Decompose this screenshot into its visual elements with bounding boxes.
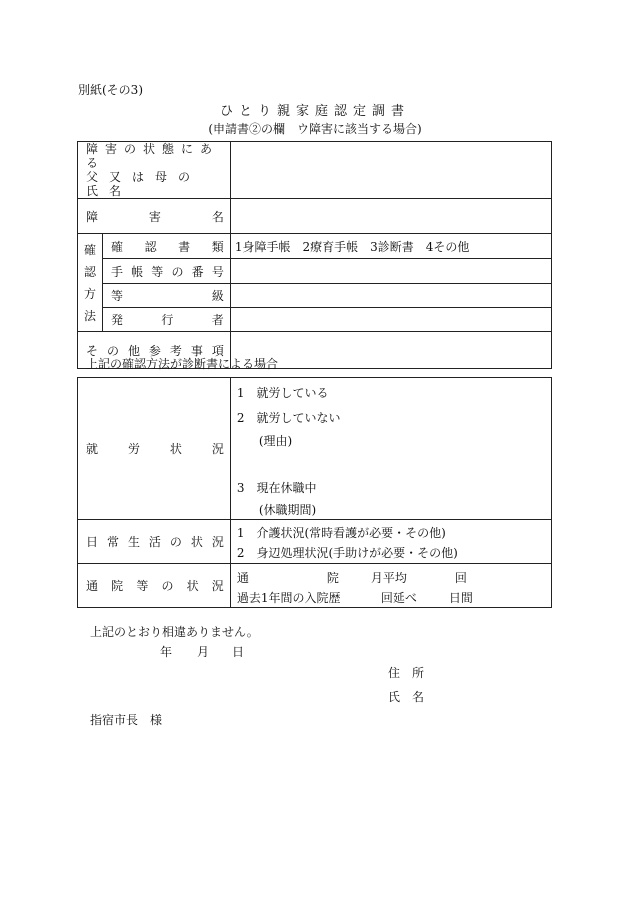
work-leave-period: (休職期間) [258,503,317,517]
notebook-number-row [78,259,552,284]
visit-line1-b: 院 [326,571,339,585]
disability-name-input-cell[interactable] [230,199,551,234]
issuer-input-cell[interactable] [230,308,551,332]
grade-label: 等 級 [110,289,224,303]
grade-row [78,284,552,308]
work-status-row [78,378,552,520]
diagnosis-table [77,377,552,608]
parent-name-row [78,142,552,199]
visit-line1-c: 月平均 [370,571,407,585]
work-option-1: 1 就労している [236,386,329,400]
remarks-input-cell[interactable] [230,332,551,369]
work-status-label: 就 労 状 況 [86,442,224,456]
doc-type-label-cell [102,234,230,259]
certification-text: 上記のとおり相違ありません。 [90,625,259,639]
visit-line2-c: 日間 [448,591,473,605]
document-subtitle: (申請書②の欄 ウ障害に該当する場合) [208,122,422,136]
disability-label-char1: 障 [86,209,99,224]
disability-label-char2: 害 [148,209,161,224]
parent-name-label-cell [78,142,231,199]
parent-name-label-line2 [86,170,224,198]
daily-life-label-cell [78,520,231,564]
doc-type-row [78,234,552,259]
visit-line2-a: 過去1年間の入院歴 [236,591,341,605]
issuer-label-cell [102,308,230,332]
diagnosis-note: 上記の確認方法が診断書による場合 [86,357,279,371]
parent-name-input-cell[interactable] [230,142,551,199]
notebook-number-label-cell [102,259,230,284]
disability-name-label-cell [78,199,231,234]
work-option-3: 3 現在休職中 [236,481,317,495]
hospital-visit-row [78,564,552,608]
method-group-label: 確 認 方 法 [83,242,96,323]
disability-name-row [78,199,552,234]
document-title: ひとり親家庭認定調書 [219,104,410,119]
doc-type-options: 1身障手帳 2療育手帳 3診断書 4その他 [234,239,470,254]
method-group-label-cell [78,234,103,332]
grade-label-cell [102,284,230,308]
address-label: 住 所 [388,666,425,680]
hospital-visit-label-cell [78,564,231,608]
addressee: 指宿市長 様 [90,713,163,727]
daily-option-2: 2 身辺処理状況(手助けが必要・その他) [236,546,458,560]
disability-label-char3: 名 [211,209,224,224]
name-label: 氏 名 [388,690,425,704]
doc-type-value-cell[interactable] [230,234,551,259]
work-reason: (理由) [258,434,293,448]
date-year-label: 年 [160,645,173,659]
annex-label: 別紙(その3) [78,83,143,97]
work-status-value-cell[interactable] [230,378,551,520]
doc-type-label: 確 認 書 類 [110,239,224,254]
hospital-visit-value-cell[interactable] [230,564,551,608]
issuer-label: 発 行 者 [110,313,224,327]
notebook-number-label: 手 帳 等 の 番 号 [110,264,224,279]
applicant-info-table [77,141,552,369]
parent-name-label-line1 [86,142,224,170]
daily-life-label: 日 常 生 活 の 状 況 [86,535,224,549]
daily-life-value-cell[interactable] [230,520,551,564]
visit-line2-b: 回延べ [380,591,417,605]
daily-life-row [78,520,552,564]
visit-line1-d: 回 [454,571,467,585]
parent-label-line1: 障害の状態にある [86,142,220,170]
date-month-label: 月 [197,645,210,659]
grade-input-cell[interactable] [230,284,551,308]
parent-label-line2: 父又は母の氏名 [86,170,202,198]
work-status-label-cell [78,378,231,520]
notebook-number-input-cell[interactable] [230,259,551,284]
remarks-label: そ の 他 参 考 事 項 [86,343,224,358]
work-option-2: 2 就労していない [236,411,341,425]
visit-line1-a: 通 [236,571,249,585]
daily-option-1: 1 介護状況(常時看護が必要・その他) [236,526,446,540]
date-day-label: 日 [232,645,245,659]
hospital-visit-label: 通 院 等 の 状 況 [86,579,224,593]
issuer-row [78,308,552,332]
